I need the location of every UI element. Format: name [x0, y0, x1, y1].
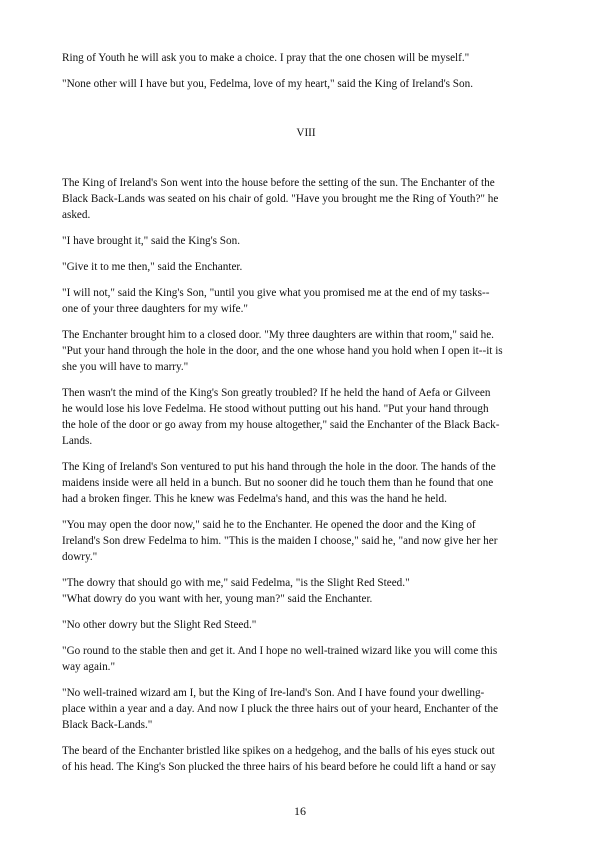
text-line: The Enchanter brought him to a closed door. "My three daughters are within that room," said he.: [62, 329, 494, 341]
text-line: had a broken finger. This he knew was Fedelma's hand, and this was the hand he held.: [62, 493, 447, 505]
paragraph: [62, 327, 550, 375]
text-line: "No other dowry but the Slight Red Steed.": [62, 619, 257, 631]
text-line: Then wasn't the mind of the King's Son greatly troubled? If he held the hand of Aefa or Gilveen: [62, 387, 491, 399]
paragraph: [62, 50, 550, 66]
paragraph: [62, 459, 550, 507]
text-line: "You may open the door now," said he to the Enchanter. He opened the door and the King of: [62, 519, 476, 531]
text-line: one of your three daughters for my wife.": [62, 303, 248, 315]
text-line: Ring of Youth he will ask you to make a choice. I pray that the one chosen will be myself.": [62, 52, 470, 64]
text-line: "Put your hand through the hole in the door, and the one whose hand you hold when I open it--it is: [62, 345, 503, 357]
text-line: Ireland's Son drew Fedelma to him. "This is the maiden I choose," said he, "and now give her her: [62, 535, 498, 547]
text-line: asked.: [62, 209, 91, 221]
text-line: of his head. The King's Son plucked the three hairs of his beard before he could lift a hand or say: [62, 761, 496, 773]
paragraph: [62, 743, 550, 775]
text-line: he would lose his love Fedelma. He stood without putting out his hand. "Put your hand through: [62, 403, 489, 415]
intro-text: [62, 50, 550, 92]
paragraph: [62, 517, 550, 565]
text-line: she you will have to marry.": [62, 361, 189, 373]
paragraph: [62, 385, 550, 449]
paragraph: [62, 259, 550, 275]
document-page: [62, 50, 550, 785]
text-line: The King of Ireland's Son ventured to put his hand through the hole in the door. The hands of the: [62, 461, 496, 473]
text-line: way again.": [62, 661, 116, 673]
paragraph: [62, 685, 550, 733]
paragraph: [62, 575, 550, 607]
paragraph: [62, 76, 550, 92]
text-line: place within a year and a day. And now I pluck the three hairs out of your heard, Enchanter of the: [62, 703, 499, 715]
paragraph: [62, 643, 550, 675]
text-line: "What dowry do you want with her, young man?" said the Enchanter.: [62, 593, 373, 605]
text-line: dowry.": [62, 551, 98, 563]
paragraph: [62, 617, 550, 633]
text-line: "I will not," said the King's Son, "until you give what you promised me at the end of my tasks--: [62, 287, 490, 299]
paragraph: [62, 233, 550, 249]
text-line: the hole of the door or go away from my house altogether," said the Enchanter of the Black Back-: [62, 419, 500, 431]
text-line: "Give it to me then," said the Enchanter.: [62, 261, 243, 273]
text-line: Black Back-Lands was seated on his chair of gold. "Have you brought me the Ring of Youth?" he: [62, 193, 499, 205]
text-line: "I have brought it," said the King's Son.: [62, 235, 241, 247]
text-line: "None other will I have but you, Fedelma, love of my heart," said the King of Ireland's Son.: [62, 78, 474, 90]
text-line: "The dowry that should go with me," said Fedelma, "is the Slight Red Steed.": [62, 577, 410, 589]
paragraph: [62, 285, 550, 317]
text-line: Black Back-Lands.": [62, 719, 153, 731]
paragraph: [62, 175, 550, 223]
text-line: The beard of the Enchanter bristled like spikes on a hedgehog, and the balls of his eyes stuck out: [62, 745, 495, 757]
chapter-heading: VIII: [296, 127, 316, 139]
text-line: Lands.: [62, 435, 93, 447]
text-line: "No well-trained wizard am I, but the King of Ire-land's Son. And I have found your dwelling-: [62, 687, 485, 699]
text-line: "Go round to the stable then and get it. And I hope no well-trained wizard like you will come this: [62, 645, 498, 657]
text-line: maidens inside were all held in a bunch. But no sooner did he touch them than he found that one: [62, 477, 494, 489]
chapter-text: [62, 175, 550, 775]
text-line: The King of Ireland's Son went into the house before the setting of the sun. The Enchanter of the: [62, 177, 495, 189]
page-number: 16: [294, 804, 306, 818]
